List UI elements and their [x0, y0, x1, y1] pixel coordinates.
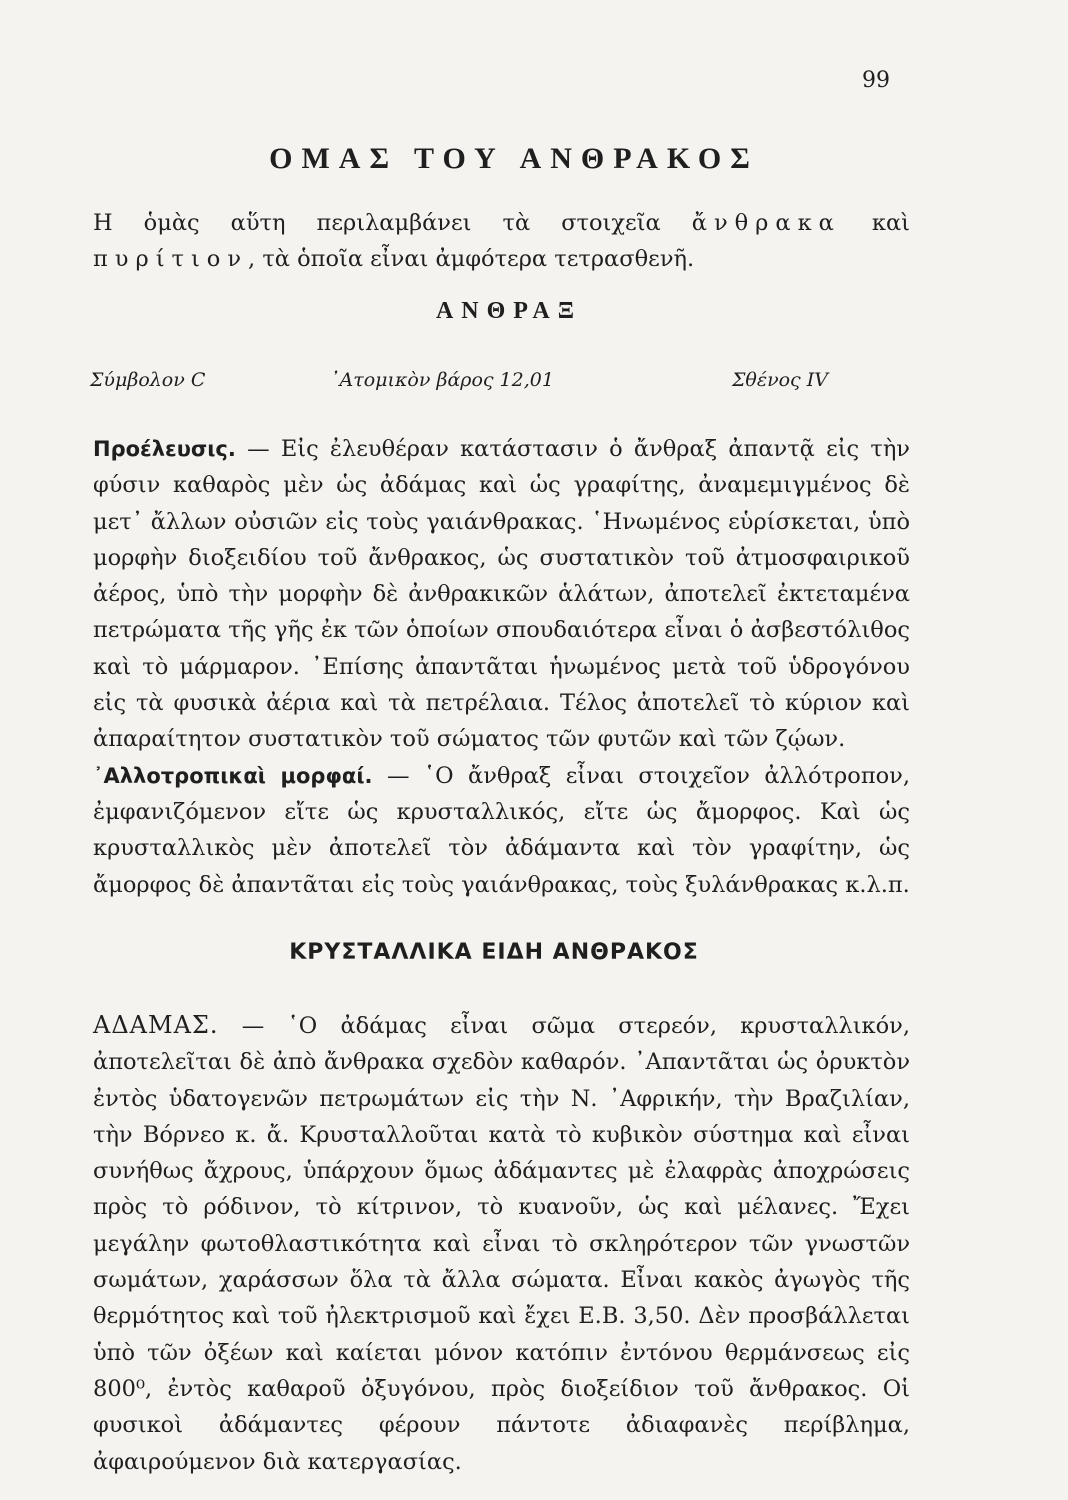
intro-element-silicon: πυρίτιον — [93, 246, 249, 273]
valence-label: Σθένος IV — [732, 369, 828, 391]
origin-lead: Προέλευσις. — [93, 437, 236, 461]
section-title-carbon: ΑΝΘΡΑΞ — [435, 298, 583, 324]
diamond-lead: ΑΔΑΜΑΣ. — [93, 1011, 219, 1039]
chapter-title: ΟΜΑΣ ΤΟΥ ΑΝΘΡΑΚΟΣ — [269, 142, 759, 175]
diamond-paragraph — [93, 1007, 910, 1480]
page-number: 99 — [862, 68, 890, 93]
intro-tail: , τὰ ὁποῖα εἶναι ἀμφότερα τετρασθενῆ. — [248, 246, 695, 273]
origin-paragraph — [93, 431, 910, 903]
atomic-weight-label: ᾿Ατομικὸν βάρος 12,01 — [330, 369, 554, 391]
allotropic-block — [93, 758, 910, 903]
symbol-label: Σύμβολον C — [90, 369, 206, 391]
intro-paragraph — [93, 205, 910, 278]
intro-text: Η ὁμὰς αὕτη περιλαμβάνει τὰ στοιχεῖα — [93, 210, 661, 236]
allotropic-text: — ῾Ο ἄνθραξ εἶναι στοιχεῖον ἀλλότροπον, ἐμφανιζόμενον εἴτε ὡς κρυσταλλικός, εἴτε ὡς ἄμορφος. Καὶ ὡς κρυσταλλικὸς μὲν ἀποτελεῖ τὸν ἀδάμαντα καὶ τὸν γραφίτην, ὡς ἄμορφος δὲ ἀπαντᾶται εἰς τοὺς γαιάνθρακας, τοὺς ξυλάνθρακας κ.λ.π. — [93, 762, 910, 898]
origin-text: — Εἰς ἐλευθέραν κατάστασιν ὁ ἄνθραξ ἀπαντᾷ εἰς τὴν φύσιν καθαρὸς μὲν ὡς ἀδάμας καὶ ὡς γραφίτης, ἀναμεμιγμένος δὲ μετ᾿ ἄλλων οὐσιῶν εἰς τοὺς γαιάνθρακας. ῾Ηνωμένος εὑρίσκεται, ὑπὸ μορφὴν διοξειδίου τοῦ ἄνθρακος, ὡς συστατικὸν τοῦ ἀτμοσφαιρικοῦ ἀέρος, ὑπὸ τὴν μορφὴν δὲ ἀνθρακικῶν ἁλάτων, ἀποτελεῖ ἐκτεταμένα πετρώματα τῆς γῆς ἐκ τῶν ὁποίων σπουδαιότερα εἶναι ὁ ἀσβεστόλιθος καὶ τὸ μάρμαρον. ᾿Επίσης ἀπαντᾶται ἡνωμένος μετὰ τοῦ ὑδρογόνου εἰς τὰ φυσικὰ ἀέρια καὶ τὰ πετρέλαια. Τέλος ἀποτελεῖ τὸ κύριον καὶ ἀπαραίτητον συστατικὸν τοῦ σώματος τῶν φυτῶν καὶ τῶν ζῴων. — [93, 436, 910, 753]
intro-element-carbon: ἄνθρακα — [691, 210, 841, 236]
diamond-text: — ῾Ο ἀδάμας εἶναι σῶμα στερεόν, κρυσταλλικόν, ἀποτελεῖται δὲ ἀπὸ ἄνθρακα σχεδὸν καθαρόν. ᾿Απαντᾶται ὡς ὀρυκτὸν ἐντὸς ὑδατογενῶν πετρωμάτων εἰς τὴν Ν. ᾿Αφρικήν, τὴν Βραζιλίαν, τὴν Βόρνεο κ. ἄ. Κρυσταλλοῦται κατὰ τὸ κυβικὸν σύστημα καὶ εἶναι συνήθως ἄχρους, ὑπάρχουν ὅμως ἀδάμαντες μὲ ἐλαφρὰς ἀποχρώσεις πρὸς τὸ ρόδινον, τὸ κίτρινον, τὸ κυανοῦν, ὡς καὶ μέλανες. Ἔχει μεγάλην φωτοθλαστικότητα καὶ εἶναι τὸ σκληρότερον τῶν γνωστῶν σωμάτων, χαράσσων ὅλα τὰ ἄλλα σώματα. Εἶναι κακὸς ἀγωγὸς τῆς θερμότητος καὶ τοῦ ἠλεκτρισμοῦ καὶ ἔχει Ε.Β. 3,50. Δὲν προσβάλλεται ὑπὸ τῶν ὀξέων καὶ καίεται μόνον κατόπιν ἐντόνου θερμάνσεως εἰς 800⁰, ἐντὸς καθαροῦ ὀξυγόνου, πρὸς διοξείδιον τοῦ ἄνθρακος. Οἱ φυσικοὶ ἀδάμαντες φέρουν πάντοτε ἀδιαφανὲς περίβλημα, ἀφαιρούμενον διὰ κατεργασίας. — [93, 1013, 910, 1475]
origin-block — [93, 431, 910, 758]
allotropic-lead: ᾿Αλλοτροπικαὶ μορφαί. — [93, 763, 373, 788]
intro-and: καὶ — [871, 210, 911, 236]
section-title-crystalline: ΚΡΥΣΤΑΛΛΙΚΑ ΕΙΔΗ ΑΝΘΡΑΚΟΣ — [289, 940, 699, 965]
